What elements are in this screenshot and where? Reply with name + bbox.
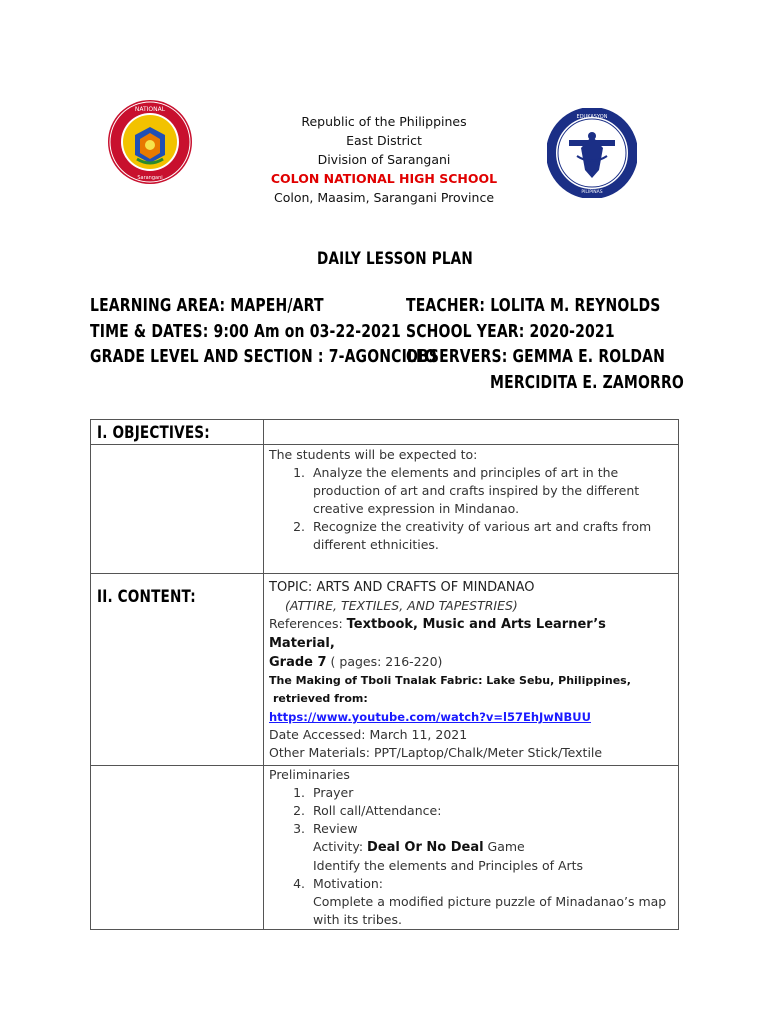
svg-text:PILIPINAS: PILIPINAS xyxy=(581,190,603,195)
item-number: 1. xyxy=(293,465,305,480)
motivation-detail: Complete a modified picture puzzle of Minadanao’s map xyxy=(313,894,667,909)
school-year: SCHOOL YEAR: 2020-2021 xyxy=(406,322,615,342)
references-line xyxy=(269,615,674,653)
school-name: COLON NATIONAL HIGH SCHOOL xyxy=(270,171,498,186)
teacher: TEACHER: LOLITA M. REYNOLDS xyxy=(406,296,661,316)
item-number: 2. xyxy=(293,803,305,818)
school-seal-logo xyxy=(107,99,193,185)
item-number: 1. xyxy=(293,785,305,800)
review-detail: Identify the elements and Principles of Arts xyxy=(313,858,584,873)
references-value: Textbook, Music and Arts Learner’s Material, xyxy=(269,617,606,651)
list-item xyxy=(269,820,674,838)
row-divider xyxy=(91,444,678,445)
video-link[interactable]: https://www.youtube.com/watch?v=l57EhJwNBUU xyxy=(269,710,591,724)
references-grade-line xyxy=(269,653,674,672)
objective-line: different ethnicities. xyxy=(313,537,439,552)
activity-value: Deal Or No Deal xyxy=(367,840,484,855)
item-number: 4. xyxy=(293,876,305,891)
activity-label: Activity: xyxy=(313,839,368,854)
prelim-text: Roll call/Attendance: xyxy=(313,803,442,818)
motivation-label: Motivation: xyxy=(313,876,384,891)
content-cell xyxy=(269,579,674,762)
objectives-cell xyxy=(269,446,674,554)
objective-line: Analyze the elements and principles of art in the xyxy=(313,465,619,480)
video-title: The Making of Tboli Tnalak Fabric: Lake Sebu, Philippines, xyxy=(269,674,631,687)
learning-area: LEARNING AREA: MAPEH/ART xyxy=(90,296,324,316)
list-item xyxy=(269,784,674,802)
motivation-detail: with its tribes. xyxy=(313,912,402,927)
svg-text:EDUKASYON: EDUKASYON xyxy=(576,114,608,120)
references-pages: ( pages: 216-220) xyxy=(326,654,443,669)
district-line: East District xyxy=(346,133,422,148)
references-grade: Grade 7 xyxy=(269,655,327,670)
list-item xyxy=(269,464,674,518)
topic-value: ARTS AND CRAFTS OF MINDANAO xyxy=(316,580,535,595)
objectives-heading: I. OBJECTIVES: xyxy=(97,423,210,443)
document-title: DAILY LESSON PLAN xyxy=(317,249,473,269)
svg-text:NATIONAL: NATIONAL xyxy=(134,106,166,113)
procedure-cell xyxy=(269,766,674,929)
activity-suffix: Game xyxy=(483,839,525,854)
prelim-text: Review xyxy=(313,821,358,836)
topic-line xyxy=(269,579,674,597)
column-divider xyxy=(263,420,264,929)
other-materials: Other Materials: PPT/Laptop/Chalk/Meter Stick/Textile xyxy=(269,745,603,760)
deped-seal-logo xyxy=(547,108,637,198)
references-label: References: xyxy=(269,616,347,631)
list-item xyxy=(269,875,674,893)
date-accessed: Date Accessed: March 11, 2021 xyxy=(269,727,468,742)
topic-label: TOPIC: xyxy=(269,580,317,595)
list-item xyxy=(269,518,674,554)
grade-section: GRADE LEVEL AND SECTION : 7-AGONCILLO xyxy=(90,347,437,367)
observers: OBSERVERS: GEMMA E. ROLDAN xyxy=(406,347,666,367)
republic-line: Republic of the Philippines xyxy=(301,114,467,129)
row-divider xyxy=(91,573,678,574)
objectives-intro: The students will be expected to: xyxy=(269,447,478,462)
list-item xyxy=(269,802,674,820)
topic-subtitle: (ATTIRE, TEXTILES, AND TAPESTRIES) xyxy=(285,598,518,613)
school-address: Colon, Maasim, Sarangani Province xyxy=(273,190,495,205)
retrieved-from: retrieved from: xyxy=(273,692,368,705)
svg-text:Sarangani: Sarangani xyxy=(137,175,163,181)
item-number: 3. xyxy=(293,821,305,836)
objective-line: production of art and crafts inspired by the different xyxy=(313,483,640,498)
letterhead xyxy=(234,112,534,207)
content-heading: II. CONTENT: xyxy=(97,587,196,607)
time-dates: TIME & DATES: 9:00 Am on 03-22-2021 xyxy=(90,322,401,342)
objective-line: creative expression in Mindanao. xyxy=(313,501,520,516)
item-number: 2. xyxy=(293,519,305,534)
preliminaries-heading: Preliminaries xyxy=(269,767,350,782)
observer-2: MERCIDITA E. ZAMORRO xyxy=(490,373,684,393)
objective-line: Recognize the creativity of various art and crafts from xyxy=(313,519,652,534)
prelim-text: Prayer xyxy=(313,785,354,800)
activity-line xyxy=(269,838,674,857)
lesson-plan-table xyxy=(90,419,679,930)
division-line: Division of Sarangani xyxy=(317,152,451,167)
